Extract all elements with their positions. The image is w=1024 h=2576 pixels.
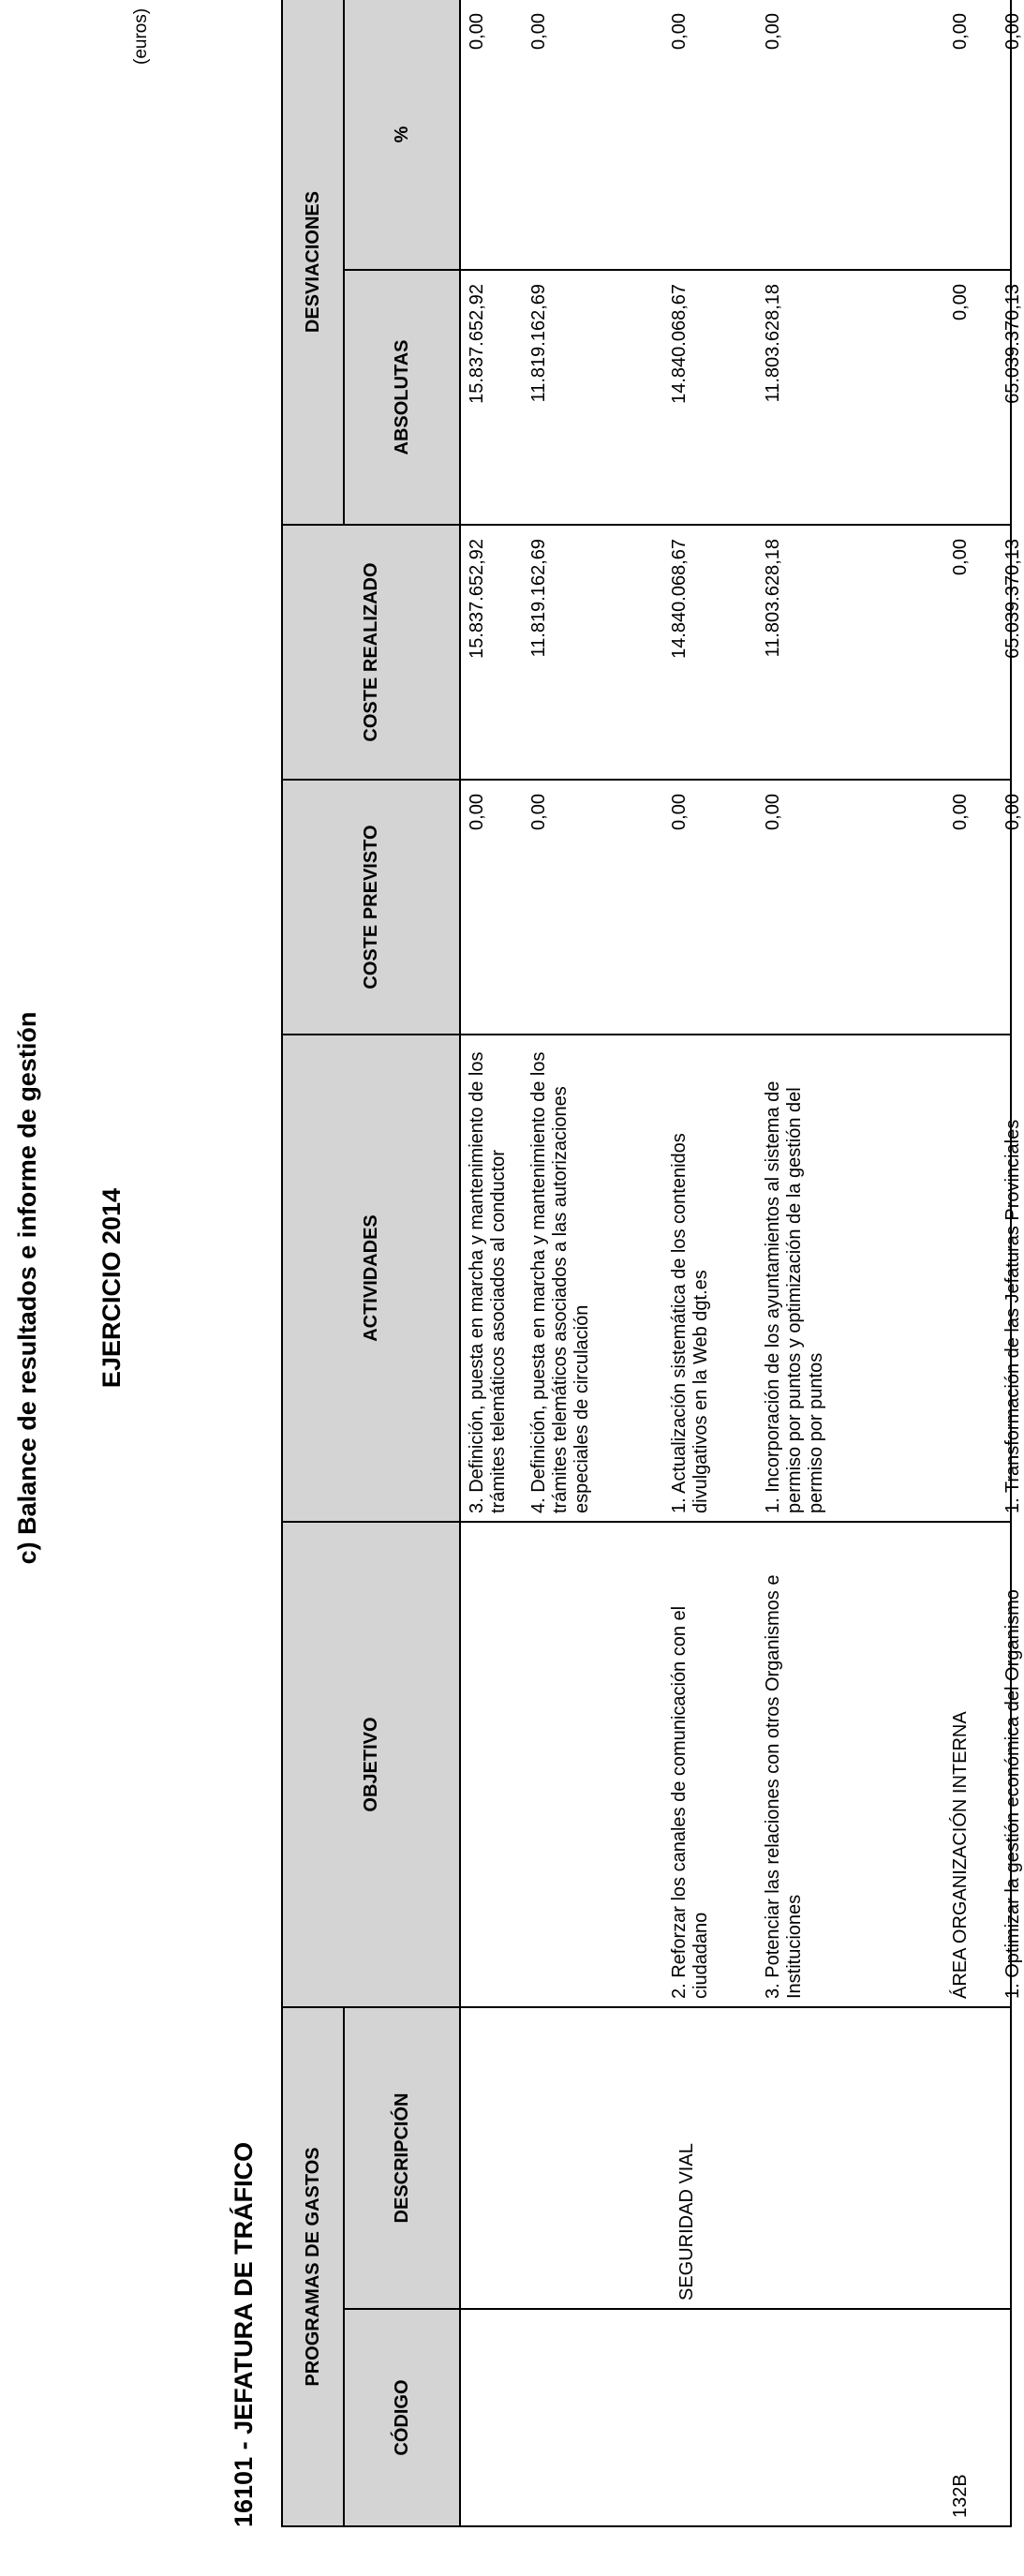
coste-previsto-6: 0,00 (1002, 794, 1023, 830)
coste-realizado-4: 11.803.628,18 (763, 539, 783, 658)
results-table (281, 0, 1023, 2527)
coste-realizado-1: 15.837.652,92 (467, 539, 487, 659)
porcentaje-1: 0,00 (467, 13, 487, 50)
absolutas-1: 15.837.652,92 (467, 284, 487, 404)
entity-title: 16101 - JEFATURA DE TRÁFICO (230, 2141, 258, 2527)
actividad-1: 3. Definición, puesta en marcha y mantenimiento de los trámites telemáticos asociados al conductor (467, 1051, 509, 1513)
porcentaje-3: 0,00 (669, 13, 690, 50)
coste-realizado-column (460, 525, 1023, 780)
absolutas-4: 11.803.628,18 (763, 284, 783, 403)
header-descripcion: DESCRIPCIÓN (344, 2007, 460, 2309)
objetivo-3: 1. Optimizar la gestión económica del Organismo (1002, 1589, 1023, 1999)
actividad-2: 4. Definición, puesta en marcha y mantenimiento de los trámites telemáticos asociados a las autorizaciones especiales de circulación (528, 1051, 592, 1513)
coste-realizado-5: 0,00 (950, 539, 971, 575)
coste-previsto-column (460, 780, 1023, 1035)
porcentaje-4: 0,00 (763, 13, 783, 50)
exercise-year: EJERCICIO 2014 (97, 1187, 126, 1389)
header-coste-previsto: COSTE PREVISTO (282, 780, 460, 1035)
objetivo-2: 3. Potenciar las relaciones con otros Organismos e Instituciones (763, 1574, 805, 1999)
coste-previsto-4: 0,00 (763, 794, 783, 830)
actividades-column (460, 1035, 1023, 1522)
coste-previsto-3: 0,00 (669, 794, 690, 830)
actividad-3: 1. Actualización sistemática de los contenidos divulgativos en la Web dgt.es (669, 1133, 711, 1513)
actividad-6: 1. Transformación de las Jefaturas Provinciales (1002, 1119, 1023, 1513)
coste-realizado-3: 14.840.068,67 (669, 539, 690, 659)
header-coste-realizado: COSTE REALIZADO (282, 525, 460, 780)
coste-previsto-5: 0,00 (950, 794, 971, 830)
absolutas-3: 14.840.068,67 (669, 284, 690, 404)
actividad-4: 1. Incorporación de los ayuntamientos al sistema de permiso por puntos y optimización de la gestión del permiso por puntos (763, 1080, 826, 1513)
header-porcentaje: % (344, 0, 460, 270)
porcentaje-6: 0,00 (1002, 13, 1023, 50)
absolutas-5: 0,00 (950, 284, 971, 320)
porcentaje-5: 0,00 (950, 13, 971, 50)
objetivo-1: 2. Reforzar los canales de comunicación con el ciudadano (669, 1605, 711, 1999)
header-programas: PROGRAMAS DE GASTOS (282, 2007, 344, 2526)
section-title: c) Balance de resultados e informe de gestión (13, 1011, 41, 1565)
porcentaje-2: 0,00 (528, 13, 549, 50)
porcentaje-column (460, 0, 1023, 270)
absolutas-2: 11.819.162,69 (528, 284, 549, 403)
coste-realizado-2: 11.819.162,69 (528, 539, 549, 658)
absolutas-column (460, 270, 1023, 525)
units-label: (euros) (131, 7, 151, 65)
objetivo-area: ÁREA ORGANIZACIÓN INTERNA (950, 1711, 971, 1999)
coste-realizado-6: 65.039.370,13 (1002, 539, 1023, 659)
coste-previsto-2: 0,00 (528, 794, 549, 830)
header-actividades: ACTIVIDADES (282, 1035, 460, 1522)
absolutas-6: 65.039.370,13 (1002, 284, 1023, 404)
header-objetivo: OBJETIVO (282, 1522, 460, 2007)
program-code: 132B (950, 2474, 971, 2518)
program-description: SEGURIDAD VIAL (676, 2143, 697, 2301)
header-absolutas: ABSOLUTAS (344, 270, 460, 525)
descripcion-column (460, 2007, 1011, 2309)
codigo-column (460, 2309, 1011, 2526)
header-desviaciones: DESVIACIONES (282, 0, 344, 525)
header-codigo: CÓDIGO (344, 2309, 460, 2526)
coste-previsto-1: 0,00 (467, 794, 487, 830)
objetivo-column (460, 1522, 1023, 2007)
